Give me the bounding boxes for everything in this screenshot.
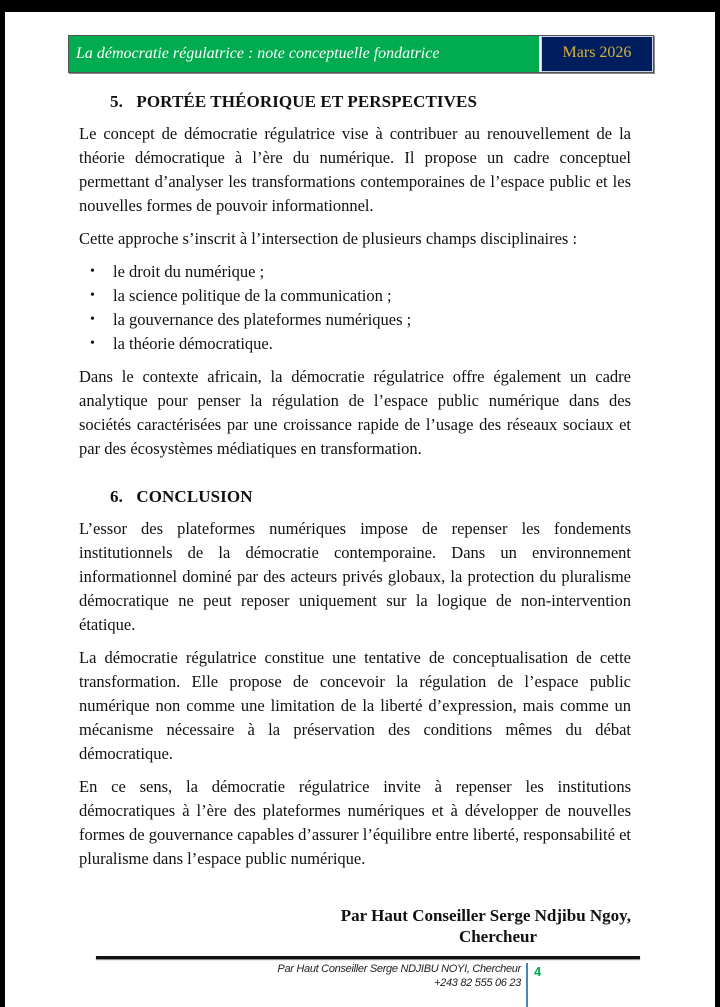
section-spacer xyxy=(79,470,631,485)
footer-divider xyxy=(526,963,528,1007)
running-header xyxy=(68,35,654,73)
page-number: 4 xyxy=(534,964,542,979)
section-number: 6. xyxy=(110,487,123,506)
signature-role: Chercheur xyxy=(458,927,537,946)
list-item: • la science politique de la communication ; xyxy=(79,284,631,308)
paragraph: L’essor des plateformes numériques impose de repenser les fondements institutionnels de la démocratie contemporaine. Dans un environnement informationnel dominé par des acteurs privés globaux, la protection du pluralisme démocratique ne peut reposer uniquement sur la logique de non-intervention étatique. xyxy=(79,519,631,634)
bullet-icon: • xyxy=(90,264,95,279)
document-page xyxy=(5,12,715,1007)
section-title: PORTÉE THÉORIQUE ET PERSPECTIVES xyxy=(136,92,478,111)
section-title: CONCLUSION xyxy=(136,487,253,506)
header-date: Mars 2026 xyxy=(541,36,653,72)
paragraph: Le concept de démocratie régulatrice vise à contribuer au renouvellement de la théorie démocratique à l’ère du numérique. Il propose un cadre conceptuel permettant d’analyser les transformations contemporaines de l’espace public et les nouvelles formes de pouvoir informationnel. xyxy=(79,124,631,215)
paragraph: La démocratie régulatrice constitue une tentative de conceptualisation de cette transformation. Elle propose de concevoir la régulation de l’espace public numérique non comme une limitation de la liberté d’expression, mais comme un mécanisme nécessaire à la préservation des conditions mêmes du débat démocratique. xyxy=(79,648,631,763)
signature-name: Par Haut Conseiller Serge Ndjibu Ngoy, xyxy=(340,906,631,925)
list-item: • la gouvernance des plateformes numériques ; xyxy=(79,308,631,332)
paragraph: Cette approche s’inscrit à l’intersection de plusieurs champs disciplinaires : xyxy=(79,229,578,248)
paragraph: En ce sens, la démocratie régulatrice invite à repenser les institutions démocratiques à l’ère des plateformes numériques et à développer de nouvelles formes de gouvernance capables d’assurer l’équilibre entre liberté, responsabilité et pluralisme dans l’espace public numérique. xyxy=(79,777,631,868)
bullet-icon: • xyxy=(90,288,95,303)
section-number: 5. xyxy=(110,92,123,111)
bullet-icon: • xyxy=(90,312,95,327)
footer-phone: +243 82 555 06 23 xyxy=(434,977,521,989)
footer-author-line: Par Haut Conseiller Serge NDJIBU NOYI, Chercheur xyxy=(277,963,521,975)
footer-rule xyxy=(96,956,640,959)
footer-author xyxy=(205,962,521,990)
disciplines-list xyxy=(79,260,631,356)
header-title: La démocratie régulatrice : note conceptuelle fondatrice xyxy=(69,36,539,72)
list-item: • la théorie démocratique. xyxy=(79,332,631,356)
author-signature xyxy=(79,905,631,947)
list-item: • le droit du numérique ; xyxy=(79,260,631,284)
section-heading-6 xyxy=(79,485,631,509)
paragraph: Dans le contexte africain, la démocratie régulatrice offre également un cadre analytique pour penser la régulation de l’espace public numérique dans des sociétés caractérisées par une croissance rapide de l’usage des réseaux sociaux et par des écosystèmes médiatiques en transformation. xyxy=(79,367,631,458)
document-body xyxy=(79,90,631,880)
bullet-icon: • xyxy=(90,336,95,351)
section-heading-5 xyxy=(79,90,631,114)
